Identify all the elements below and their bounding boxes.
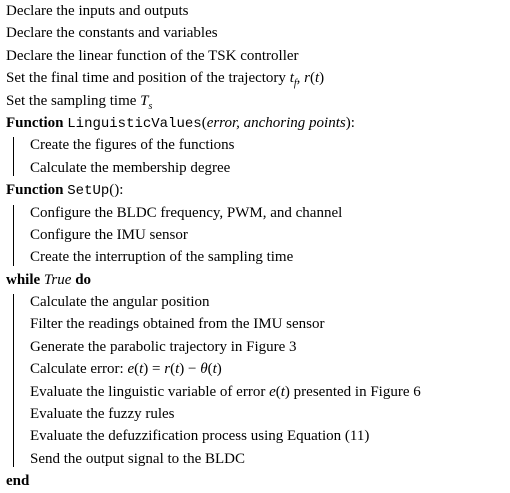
algo-line-1 xyxy=(6,0,506,22)
set-final-time-position: Set the final time and position of the trajectory xyxy=(6,70,286,87)
body-line: Create the figures of the functions xyxy=(30,137,235,154)
do-keyword: do xyxy=(75,271,92,288)
set-sampling-time: Set the sampling time xyxy=(6,92,137,109)
function-linguistic-values-header: Function LinguisticValues ( error, anchoring points ): xyxy=(6,112,506,134)
block-bar xyxy=(13,137,14,176)
function-keyword: Function xyxy=(6,182,64,199)
while-header xyxy=(6,269,506,291)
function-setup-header: Function SetUp ( ): xyxy=(6,179,506,201)
algo-line-3 xyxy=(6,45,506,67)
trajectory-math: $t_f$, r(t) xyxy=(289,70,325,90)
algo-line-2 xyxy=(6,22,506,44)
function-name: SetUp xyxy=(67,183,110,200)
body-line: Configure the BLDC frequency, PWM, and channel xyxy=(30,204,343,221)
function-linguistic-values-body xyxy=(6,134,506,179)
function-params: error, anchoring points xyxy=(206,114,346,131)
while-body xyxy=(6,291,506,470)
error-equation: e(t) = r(t) − θ(t) xyxy=(127,361,222,378)
while-keyword: while xyxy=(6,271,41,288)
block-bar xyxy=(13,205,14,266)
declare-constants-variables: Declare the constants and variables xyxy=(6,25,218,42)
body-line: Calculate the angular position xyxy=(30,294,210,311)
body-line: Generate the parabolic trajectory in Figure 3 xyxy=(30,338,297,355)
body-line: Create the interruption of the sampling time xyxy=(30,249,294,266)
end-keyword: end xyxy=(6,473,30,490)
algo-line-5 xyxy=(6,90,506,112)
function-setup-body xyxy=(6,202,506,269)
function-keyword: Function xyxy=(6,114,64,131)
body-line-linguistic-variable: Evaluate the linguistic variable of error e(t) presented in Figure 6 xyxy=(30,381,506,403)
declare-inputs-outputs: Declare the inputs and outputs xyxy=(6,3,189,19)
body-line: Send the output signal to the BLDC xyxy=(30,450,245,467)
body-line-error-equation: Calculate error: e(t) = r(t) − θ(t) xyxy=(30,358,506,380)
body-line: Evaluate the fuzzy rules xyxy=(30,406,175,423)
while-condition: True xyxy=(43,271,72,288)
function-name: LinguisticValues xyxy=(67,115,202,132)
error-function-math: e(t) xyxy=(269,383,290,400)
body-line: Calculate the membership degree xyxy=(30,159,231,176)
body-line: Filter the readings obtained from the IMU sensor xyxy=(30,316,325,333)
end-line xyxy=(6,470,506,492)
sampling-math: $T_s$ xyxy=(140,92,153,112)
body-line: Evaluate the defuzzification process using Equation (11) xyxy=(30,428,370,445)
algo-line-4 xyxy=(6,67,506,89)
body-line: Configure the IMU sensor xyxy=(30,226,188,243)
block-bar xyxy=(13,294,14,467)
algorithm-block xyxy=(6,0,506,493)
declare-linear-function: Declare the linear function of the TSK controller xyxy=(6,47,299,64)
